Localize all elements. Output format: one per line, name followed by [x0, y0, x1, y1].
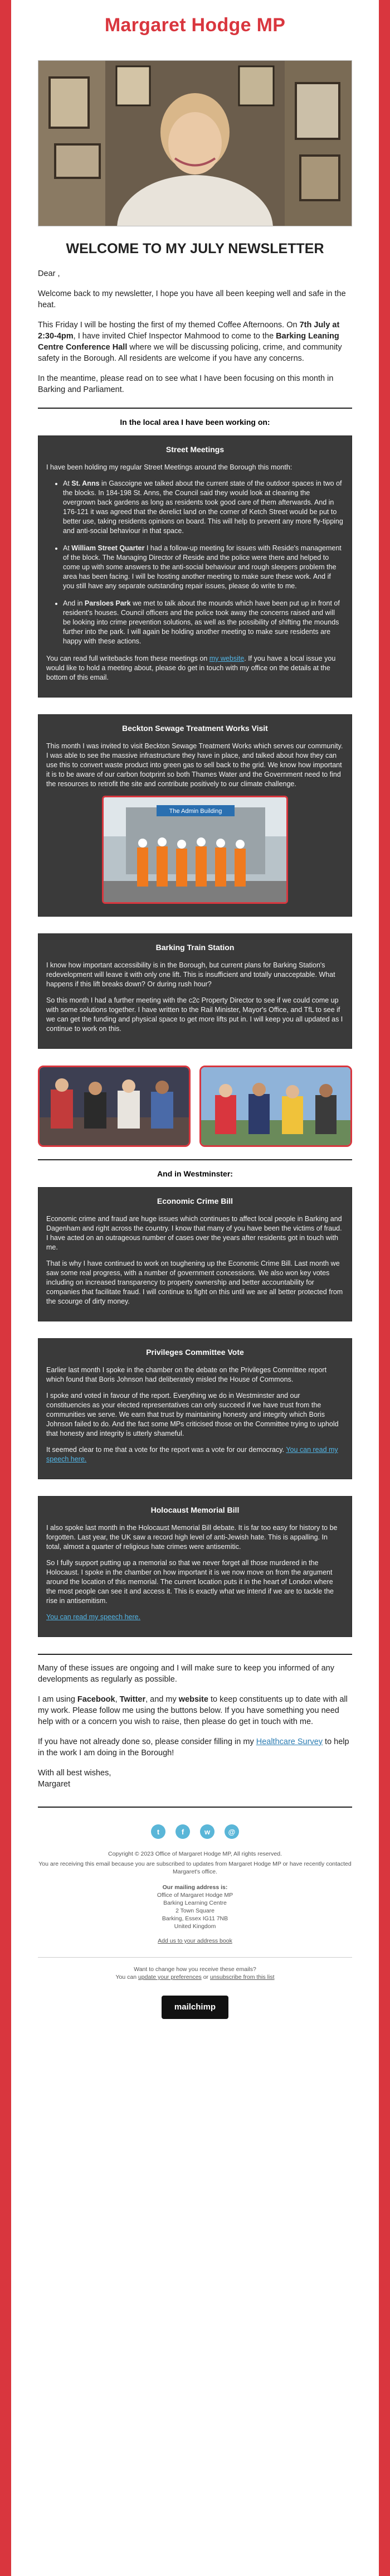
train-paragraph-2: So this month I had a further meeting with the c2c Property Director to see if we could come up with some solutions together. I have written to the Rail Minister, Mayor's Office, and TfL to see if we can get the funding and physical space to get more lifts put in. I will keep you all updated as I continue to work on this.	[46, 996, 343, 1033]
preferences-line: You can update your preferences or unsubscribe from this list	[115, 1974, 275, 1981]
meeting-photo-left	[38, 1066, 191, 1147]
address-line: Barking Learning Centre	[163, 1900, 227, 1906]
meeting-photo-right	[199, 1066, 352, 1147]
westminster-heading: And in Westminster:	[157, 1169, 233, 1178]
preferences-question: Want to change how you receive these emails?	[134, 1966, 256, 1973]
email-icon[interactable]: @	[225, 1824, 239, 1839]
copyright: Copyright © 2023 Office of Margaret Hodge MP, All rights reserved.	[108, 1851, 282, 1857]
street-meetings-box	[38, 435, 352, 698]
mailchimp-badge[interactable]	[162, 1996, 228, 2019]
intro-paragraph-1: Welcome back to my newsletter, I hope you have all been keeping well and safe in the heat.	[38, 289, 346, 309]
beckton-photo	[102, 796, 288, 904]
divider	[38, 1654, 352, 1655]
newsletter-page	[11, 0, 379, 2576]
mailchimp-label: mailchimp	[174, 2002, 216, 2012]
street-meetings-title: Street Meetings	[165, 445, 225, 454]
holocaust-title: Holocaust Memorial Bill	[150, 1505, 240, 1514]
header-logo	[11, 0, 379, 48]
mailing-label: Our mailing address is:	[162, 1884, 228, 1891]
privileges-paragraph-2: I spoke and voted in favour of the report. Everything we do in Westminster and our constituencies as your elected representatives can only succeed if we have trust from the communities we serve. We earn that trust by maintaining honesty and integrity which Boris Johnson failed to do. And the fact some MPs criticised those on the Committee trying to uphold that honesty and integrity is utterly shameful.	[46, 1392, 339, 1437]
beckton-box	[38, 714, 352, 917]
holocaust-speech-link[interactable]: You can read my speech here.	[46, 1613, 141, 1621]
closing-paragraph-3: If you have not already done so, please consider filling in my Healthcare Survey to help in the work I am doing in the Borough!	[38, 1737, 349, 1757]
crime-paragraph-1: Economic crime and fraud are huge issues which continues to affect local people in Barking and Dagenham and right across the country. I know that many of you have been the victims of fraud. I have acted on an outrageous number of cases over the years after residents got in touch with me.	[46, 1215, 342, 1251]
beckton-title: Beckton Sewage Treatment Works Visit	[122, 724, 268, 733]
beckton-text: This month I was invited to visit Beckton Sewage Treatment Works which serves our community. I was able to see the massive infrastructure they have in place, and talked about how they can use this to convert waste product into green gas to sell back to the grid. We know how important it is to be aware of our carbon footprint so both Thames Water and the Government need to find the resources to retrofit the site and contribute positively to our climate challenge.	[46, 742, 343, 788]
website-icon[interactable]: w	[200, 1824, 214, 1839]
divider	[38, 1807, 352, 1808]
holocaust-paragraph-1: I also spoke last month in the Holocaust Memorial Bill debate. It is far too easy for history to be forgotten. Last year, the UK saw a record high level of anti-Jewish hate. This is appalling. In total, almost a quarter of religious hate crimes were antisemitic.	[46, 1524, 338, 1551]
website-link[interactable]: my website	[209, 655, 245, 662]
twitter-icon[interactable]: t	[151, 1824, 165, 1839]
street-list	[46, 479, 344, 646]
holocaust-link-para	[46, 1613, 344, 1622]
privileges-paragraph-1: Earlier last month I spoke in the chamber on the debate on the Privileges Committee report which found that Boris Johnson had deliberately misled the House of Commons.	[46, 1366, 327, 1383]
holocaust-box	[38, 1496, 352, 1637]
social-links	[38, 1824, 352, 1839]
divider	[38, 408, 352, 409]
greeting: Dear ,	[38, 269, 60, 278]
healthcare-survey-link[interactable]: Healthcare Survey	[256, 1737, 323, 1746]
intro-paragraph-3: In the meantime, please read on to see what I have been focusing on this month in Barking and Parliament.	[38, 374, 334, 394]
closing-paragraph-2: I am using Facebook, Twitter, and my website to keep constituents up to date with all my work. Please follow me using the buttons below. If you have something you need help with or a concern you wish to raise, then please do get in touch with me.	[38, 1695, 348, 1726]
privileges-paragraph-3: It seemed clear to me that a vote for the report was a vote for our democracy. You can read my speech here.	[46, 1446, 338, 1463]
subscription-reason: You are receiving this email because you are subscribed to updates from Margaret Hodge MP or have recently contacted Margaret's office.	[38, 1861, 352, 1875]
address-line: United Kingdom	[174, 1923, 216, 1930]
crime-title: Economic Crime Bill	[157, 1197, 233, 1205]
list-item: • At St. Anns in Gascoigne we talked about the current state of the outdoor spaces in two of the blocks. In 184-198 St. Anns, the Council said they would look at cleaning the overgrown back gardens as long as residents took good care of them afterwards. And in 176-121 it was agreed that the derelict land on the corner of Ketch Street would be put to better use, taking residents opinions on board. This will help to prevent any more fly-tipping and anti-social behaviour in that space.	[63, 479, 344, 536]
street-intro: I have been holding my regular Street Meetings around the Borough this month:	[46, 463, 292, 471]
divider	[38, 1957, 352, 1958]
facebook-icon[interactable]: f	[176, 1824, 190, 1839]
address-book-link[interactable]: Add us to your address book	[158, 1938, 232, 1944]
list-item: • And in Parsloes Park we met to talk about the mounds which have been put up in front of resident's houses. Council officers and the police took away the concerns raised and will be looking into crime prevention solutions, as well as the possibility of shifting the mounds further into the park. I will again be holding another meeting to make sure residents are happy with these actions.	[63, 599, 344, 646]
photo-row	[38, 1066, 352, 1147]
train-box	[38, 933, 352, 1049]
privileges-title: Privileges Committee Vote	[146, 1348, 244, 1357]
privileges-box	[38, 1338, 352, 1479]
divider	[38, 1159, 352, 1160]
hero-photo	[38, 60, 352, 226]
welcome-heading: WELCOME TO MY JULY NEWSLETTER	[66, 241, 324, 256]
address-line: Office of Margaret Hodge MP	[157, 1892, 233, 1899]
list-item: • At William Street Quarter I had a follow-up meeting for issues with Reside's management of the block. The Managing Director of Reside and the police were there and helped to come up with some answers to the anti-social behaviour and rough sleepers problem the area has been facing. I will be hosting another meeting to make sure these work. And if you still have any separate outstanding repair issues, please do write to me.	[63, 544, 344, 591]
closing-paragraph-1: Many of these issues are ongoing and I will make sure to keep you informed of any developments as regularly as possible.	[38, 1664, 334, 1684]
train-title: Barking Train Station	[155, 943, 235, 952]
street-outro: You can read full writebacks from these meetings on my website. If you have a local issue you would like to hold a meeting about, please do get in touch with my office on the details at the bottom of this email.	[46, 655, 336, 681]
holocaust-paragraph-2: So I fully support putting up a memorial so that we never forget all those murdered in the Holocaust. I spoke in the chamber on how important it is we now move on from the argument around the location of this memorial. The current location puts it in the heart of London where the most people can see it and access it. This is exactly what we intend if we are to tackle the rise in antisemitism.	[46, 1559, 334, 1605]
crime-box	[38, 1187, 352, 1321]
crime-paragraph-2: That is why I have continued to work on toughening up the Economic Crime Bill. Last month we saw some real progress, with a number of government concessions. We also won key votes including on increased transparency to property ownership and better accountability for companies that facilitate fraud. I will continue to fight on this until we are all better protected from the scourge of dirty money.	[46, 1260, 343, 1305]
building-sign: The Admin Building	[169, 808, 222, 815]
privileges-speech-link[interactable]: You can read my speech here.	[46, 1446, 338, 1463]
sign-off: With all best wishes, Margaret	[38, 1769, 111, 1789]
train-paragraph-1: I know how important accessibility is in the Borough, but current plans for Barking Station's redevelopment will leave it with only one lift. This is insufficient and totally unacceptable. What happens if this lift breaks down? Or during rush hour?	[46, 961, 335, 988]
local-heading: In the local area I have been working on:	[120, 418, 270, 427]
unsubscribe-link[interactable]: unsubscribe from this list	[209, 1974, 275, 1981]
intro-paragraph-2: This Friday I will be hosting the first of my themed Coffee Afternoons. On 7th July at 2:30-4pm, I have invited Chief Inspector Mahmood to come to the Barking Leaning Centre Conference Hall where we will be discussing policing, crime, and community safety in the Borough. All residents are welcome if you have any concerns.	[38, 321, 342, 363]
footer	[38, 1850, 352, 2019]
address-line: Barking, Essex IG11 7NB	[162, 1915, 228, 1922]
address-line: 2 Town Square	[176, 1907, 214, 1914]
update-preferences-link[interactable]: update your preferences	[138, 1974, 202, 1981]
header-title: Margaret Hodge MP	[104, 14, 286, 36]
